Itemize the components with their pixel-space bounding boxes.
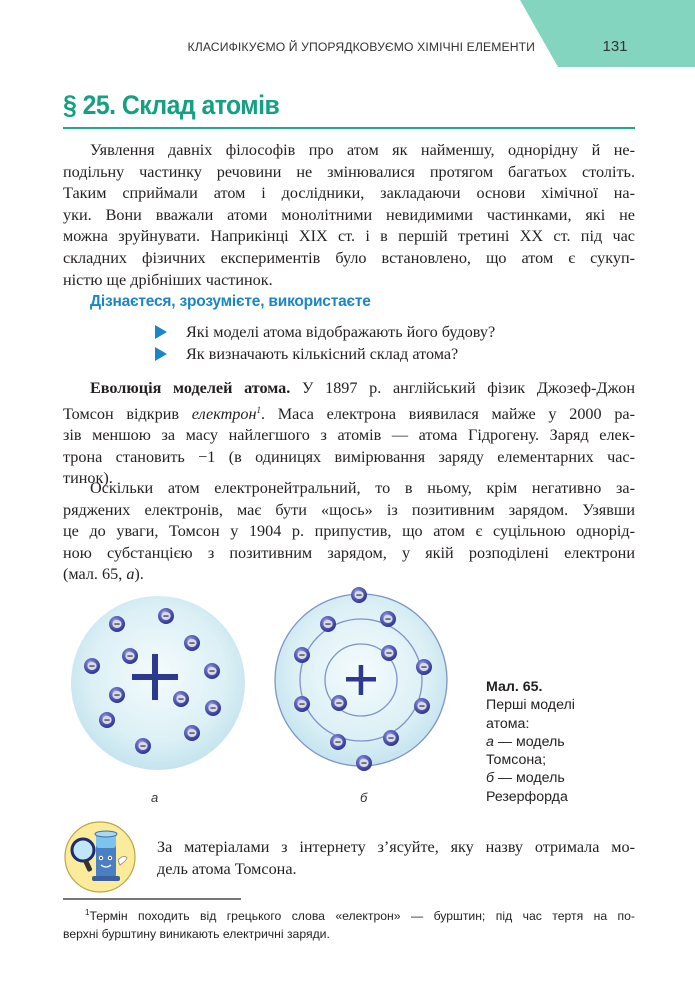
title-rule: [63, 127, 635, 129]
page-title: § 25. Склад атомів: [63, 90, 280, 120]
triangle-bullet-icon: [155, 347, 167, 361]
task-text: [157, 836, 635, 880]
text-line: верхні бурштину виникають електричні заряди.: [63, 926, 330, 941]
text-line: уки. Вони вважали атоми монолітними невидимими частинками, які не: [63, 205, 635, 224]
footnote-ref[interactable]: 1: [256, 404, 261, 415]
text-line: Оскільки атом електронейтральний, то в ньому, крім негативно за-: [90, 479, 635, 497]
footnote: [63, 904, 635, 943]
list-item: [155, 343, 495, 365]
triangle-bullet-icon: [155, 325, 167, 339]
text-line: зів меншою за масу найлегшого з атомів — атома Гідрогену. Заряд елек-: [63, 426, 635, 445]
text-line: складних фізичних експериментів було встановлено, що атом є сукуп-: [63, 248, 635, 267]
text-line: ністю ще дрібніших частинок.: [63, 270, 273, 289]
text-line: Уявлення давніх філософів про атом як найменшу, однорідну й не-: [90, 141, 635, 159]
text-line: (мал. 65, а).: [63, 565, 144, 584]
text-line: За матеріалами з інтернету з’ясуйте, яку назву отримала мо-: [157, 838, 635, 856]
text-line: ряджених електронів, має бути «щось» із позитивним зарядом. Узявши: [63, 500, 635, 519]
text-line: $^1$Термін походить від грецького слова «електрон» — бурштин; під час тертя на по-: [85, 908, 635, 923]
text-line: можна зруйнувати. Наприкінці XIX ст. і в першій третині XX ст. під час: [63, 227, 635, 246]
header-tab-shape: [0, 0, 695, 68]
figure-label-a: а: [151, 790, 159, 805]
text-line: дель атома Томсона.: [157, 860, 297, 878]
learning-objectives-list: [155, 321, 495, 365]
list-item: [155, 321, 495, 343]
running-head: КЛАСИФІКУЄМО Й УПОРЯДКОВУЄМО ХІМІЧНІ ЕЛЕМЕНТИ: [187, 40, 535, 54]
subsection-heading: Еволюція моделей атома.: [90, 379, 291, 397]
magnifier-test-tube-icon: [63, 820, 137, 894]
figure-label-b: б: [360, 790, 368, 805]
list-item-text: Які моделі атома відображають його будову?: [186, 323, 496, 341]
text-line: Еволюція моделей атома. У 1897 р. англійський фізик Джозеф-Джон: [90, 379, 635, 397]
text-line: Таким сприймали атом і дослідники, закладаючи основи хімічної на-: [63, 184, 635, 203]
evolution-paragraph: [63, 378, 635, 490]
caption-title: Мал. 65.: [486, 679, 543, 695]
intro-paragraph: [63, 140, 635, 291]
text-line: Томсон відкрив електрон$^1$. Маса електрона виявилася майже у 2000 ра-: [63, 404, 636, 423]
text-line: трона становить −1 (в одиницях вимірювання заряду елементарних час-: [63, 447, 635, 466]
rutherford-atom-model: [275, 587, 447, 771]
thomson-atom-model: [71, 596, 245, 770]
neutral-atom-paragraph: [63, 478, 635, 586]
footnote-marker: 1: [85, 908, 90, 917]
text-line: тинок).: [63, 469, 113, 488]
term-electron: електрон: [191, 404, 257, 423]
learning-objectives-heading: Дізнаєтеся, зрозумієте, використаєте: [90, 293, 371, 310]
text-line: це до уваги, Томсон у 1904 р. припустив, що атом є суцільною однорід-: [63, 522, 635, 541]
footnote-divider: [63, 898, 241, 900]
figure-caption: Мал. 65. Перші моделі атома: а — модель Томсона; б — модель Резерфорда: [486, 678, 606, 806]
text-line: ною субстанцією з позитивним зарядом, у якій розподілені електрони: [63, 543, 635, 562]
text-line: подільну частинку речовини не змінювалися протягом багатьох століть.: [63, 162, 635, 181]
list-item-text: Як визначають кількісний склад атома?: [186, 345, 459, 363]
page-number: 131: [602, 38, 628, 55]
